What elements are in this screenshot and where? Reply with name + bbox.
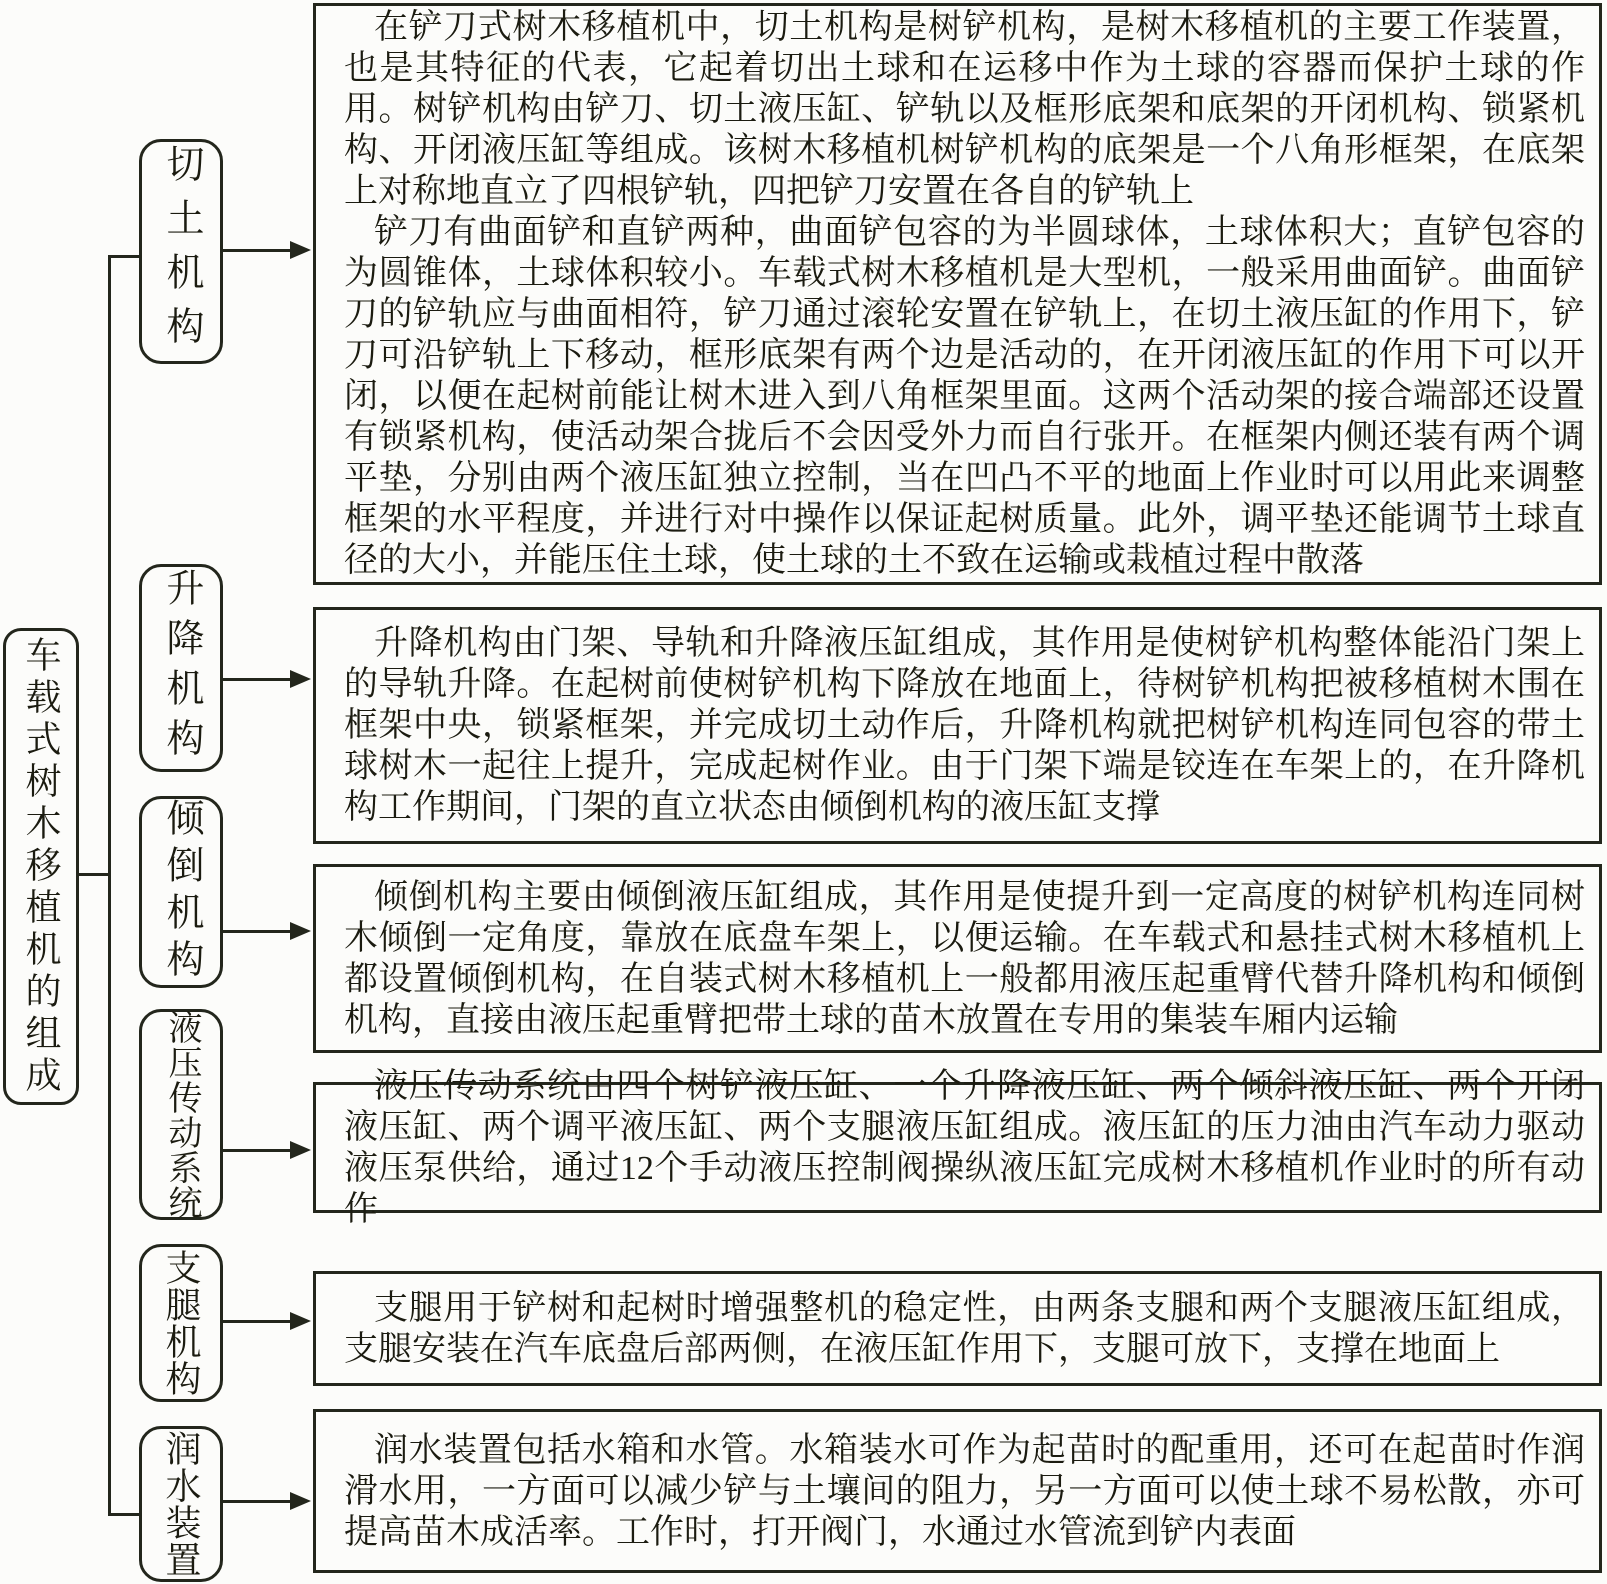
desc-soil-cutting-paragraph-1: 在铲刀式树木移植机中，切土机构是树铲机构，是树木移植机的主要工作装置，也是其特征的代表，它起着切出土球和在运移中作为土球的容器而保护土球的作用。树铲机构由铲刀、切土液压缸、铲轨以及框形底架和底架的开闭机构、锁紧机构、开闭液压缸等组成。该树木移植机树铲机构的底架是一个八角形框架，在底架上对称地直立了四根铲轨，四把铲刀安置在各自的铲轨上 <box>344 9 1585 210</box>
trunk-line <box>108 255 111 1516</box>
desc-box-watering <box>313 1409 1602 1573</box>
node-outrigger-mechanism <box>139 1244 223 1402</box>
node-tilting-label: 倾倒机构 <box>160 798 202 986</box>
desc-outrigger-paragraph: 支腿用于铲树和起树时增强整机的稳定性，由两条支腿和两个支腿液压缸组成，支腿安装在汽车底盘后部两侧，在液压缸作用下，支腿可放下，支撑在地面上 <box>344 1289 1585 1368</box>
desc-tilting-paragraph: 倾倒机构主要由倾倒液压缸组成，其作用是使提升到一定高度的树铲机构连同树木倾倒一定角度，靠放在底盘车架上，以便运输。在车载式和悬挂式树木移植机上都设置倾倒机构，在自装式树木移植机上一般都用液压起重臂代替升降机构和倾倒机构，直接由液压起重臂把带土球的苗木放置在专用的集装车厢内运输 <box>344 878 1585 1039</box>
node-outrigger-label: 支腿机构 <box>161 1249 201 1397</box>
root-node <box>3 628 79 1105</box>
node-lifting-label: 升降机构 <box>160 568 202 768</box>
node-watering-label: 润水装置 <box>161 1430 201 1578</box>
trunk-top-elbow-line <box>108 255 141 258</box>
node-watering-device <box>139 1426 223 1582</box>
node-hydraulic-transmission-system <box>139 1009 223 1220</box>
arrow-outrigger-icon <box>223 1320 291 1323</box>
node-soil-cutting-mechanism <box>139 139 223 364</box>
desc-box-hydraulic <box>313 1067 1602 1228</box>
arrow-hydraulic-icon <box>223 1149 291 1152</box>
node-tilting-mechanism <box>139 796 223 988</box>
desc-hydraulic-paragraph: 液压传动系统由四个树铲液压缸、一个升降液压缸、两个倾斜液压缸、两个开闭液压缸、两个调平液压缸、两个支腿液压缸组成。液压缸的压力油由汽车动力驱动液压泵供给，通过12个手动液压控制阀操纵液压缸完成树木移植机作业时的所有动作 <box>344 1067 1585 1228</box>
node-soil-cutting-label: 切土机构 <box>160 143 202 360</box>
desc-box-tilting <box>313 864 1602 1053</box>
arrow-watering-icon <box>223 1500 291 1503</box>
desc-box-lifting <box>313 607 1602 844</box>
arrow-lifting-icon <box>223 678 291 681</box>
arrow-soil-cutting-icon <box>223 249 291 252</box>
node-hydraulic-label: 液压传动系统 <box>163 1009 200 1220</box>
desc-lifting-paragraph: 升降机构由门架、导轨和升降液压缸组成，其作用是使树铲机构整体能沿门架上的导轨升降。在起树前使树铲机构下降放在地面上，待树铲机构把被移植树木围在框架中央，锁紧框架，并完成切土动作后，升降机构就把树铲机构连同包容的带土球树木一起往上提升，完成起树作业。由于门架下端是铰连在车架上的，在升降机构工作期间，门架的直立状态由倾倒机构的液压缸支撑 <box>344 625 1585 826</box>
desc-watering-paragraph: 润水装置包括水箱和水管。水箱装水可作为起苗时的配重用，还可在起苗时作润滑水用，一方面可以减少铲与土壤间的阻力，另一方面可以使土球不易松散，亦可提高苗木成活率。工作时，打开阀门，水通过水管流到铲内表面 <box>344 1431 1585 1551</box>
desc-box-soil-cutting <box>313 3 1602 585</box>
arrow-tilting-icon <box>223 930 291 933</box>
desc-box-outrigger <box>313 1271 1602 1386</box>
root-node-label: 车载式树木移植机的组成 <box>21 635 61 1098</box>
trunk-bottom-elbow-line <box>108 1513 141 1516</box>
root-connector-line <box>79 873 108 876</box>
desc-soil-cutting-paragraph-2: 铲刀有曲面铲和直铲两种，曲面铲包容的为半圆球体，土球体积大；直铲包容的为圆锥体，土球体积较小。车载式树木移植机是大型机，一般采用曲面铲。曲面铲刀的铲轨应与曲面相符，铲刀通过滚轮安置在铲轨上，在切土液压缸的作用下，铲刀可沿铲轨上下移动，框形底架有两个边是活动的，在开闭液压缸的作用下可以开闭，以便在起树前能让树木进入到八角框架里面。这两个活动架的接合端部还设置有锁紧机构，使活动架合拢后不会因受外力而自行张开。在框架内侧还装有两个调平垫，分别由两个液压缸独立控制，当在凹凸不平的地面上作业时可以用此来调整框架的水平程度，并进行对中操作以保证起树质量。此外，调平垫还能调节土球直径的大小，并能压住土球，使土球的土不致在运输或栽植过程中散落 <box>344 214 1585 579</box>
node-lifting-mechanism <box>139 564 223 772</box>
